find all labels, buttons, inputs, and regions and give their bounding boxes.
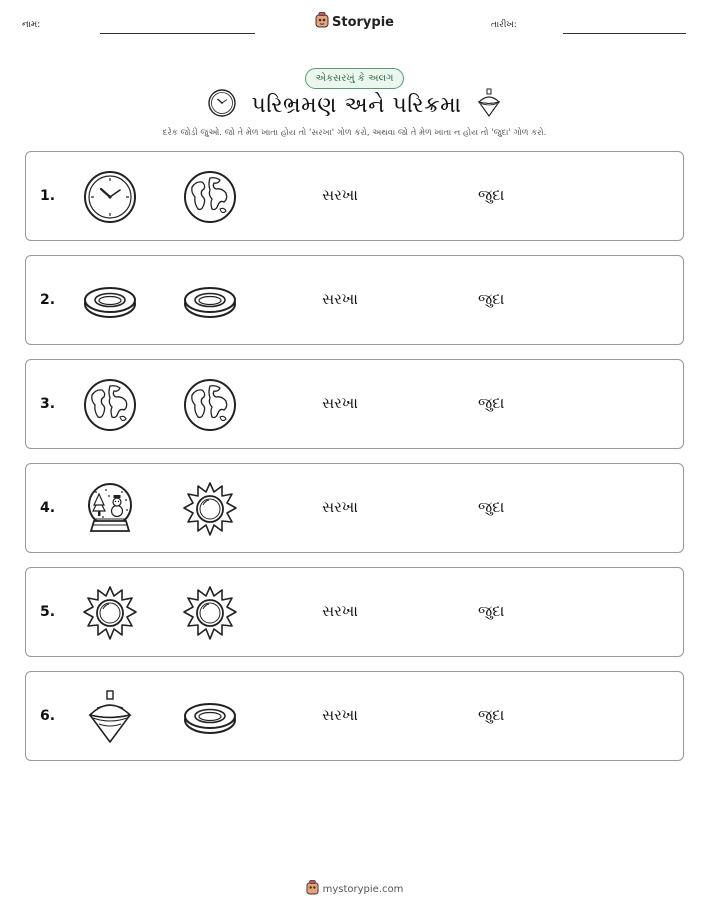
date-line[interactable] (563, 33, 686, 34)
instructions: દરેક જોડી જુઓ. જો તે મેળ ખાતા હોય તો 'સરખા' ગોળ કરો, અથવા જો તે મેળ ખાતા ન હોય તો 'જુદા' ગોળ કરો. (162, 128, 547, 138)
snow-globe-icon (82, 481, 138, 537)
sun-icon (182, 585, 238, 641)
same-option[interactable]: સરખા (322, 602, 358, 620)
question-row (25, 359, 684, 449)
footer-url[interactable]: mystorypie.com (322, 883, 404, 895)
storypie-logo-icon (315, 12, 329, 32)
question-row (25, 567, 684, 657)
clock-icon (207, 88, 237, 122)
storypie-logo-icon (306, 880, 319, 898)
title-row (0, 88, 709, 122)
page-title: પરિભ્રમણ અને પરિક્રમા (251, 92, 462, 118)
brand (0, 12, 709, 32)
ring-icon (182, 273, 238, 329)
spinning-top-icon (476, 88, 502, 122)
sun-icon (182, 481, 238, 537)
spinning-top-icon (82, 689, 138, 745)
question-number: 6. (40, 708, 56, 724)
footer (0, 880, 709, 899)
globe-icon (182, 377, 238, 433)
clock-icon (82, 169, 138, 225)
brand-name: Storypie (332, 14, 394, 30)
same-option[interactable]: સરખા (322, 498, 358, 516)
question-number: 1. (40, 188, 56, 204)
ring-icon (82, 273, 138, 329)
same-option[interactable]: સરખા (322, 290, 358, 308)
same-option[interactable]: સરખા (322, 706, 358, 724)
date-label: તારીખ: (491, 20, 517, 30)
question-number: 5. (40, 604, 56, 620)
ring-icon (182, 689, 238, 745)
question-row (25, 255, 684, 345)
globe-icon (82, 377, 138, 433)
question-number: 2. (40, 292, 56, 308)
different-option[interactable]: જુદા (478, 394, 505, 412)
different-option[interactable]: જુદા (478, 498, 505, 516)
same-option[interactable]: સરખા (322, 394, 358, 412)
question-row (25, 671, 684, 761)
name-label: નામ: (22, 20, 41, 30)
question-row (25, 151, 684, 241)
question-number: 3. (40, 396, 56, 412)
different-option[interactable]: જુદા (478, 290, 505, 308)
different-option[interactable]: જુદા (478, 706, 505, 724)
question-number: 4. (40, 500, 56, 516)
question-row (25, 463, 684, 553)
different-option[interactable]: જુદા (478, 602, 505, 620)
name-line[interactable] (100, 33, 255, 34)
globe-icon (182, 169, 238, 225)
category-badge: એકસરખું કે અલગ (305, 68, 405, 89)
different-option[interactable]: જુદા (478, 186, 505, 204)
sun-icon (82, 585, 138, 641)
same-option[interactable]: સરખા (322, 186, 358, 204)
